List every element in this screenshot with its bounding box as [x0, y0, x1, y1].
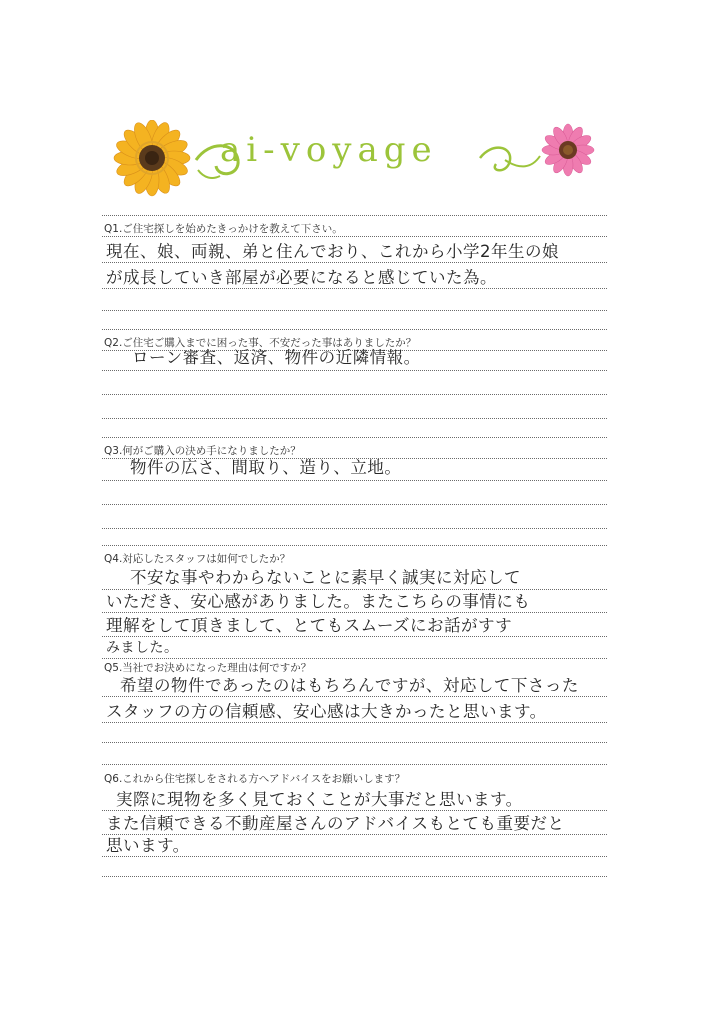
question-label: Q2.ご住宅ご購入までに困った事、不安だった事はありましたか？	[104, 337, 417, 349]
dotted-rule	[102, 764, 607, 765]
dotted-rule	[102, 742, 607, 743]
dotted-rule	[102, 370, 607, 371]
answer-line: 思います。	[106, 836, 190, 855]
answer-line: みました。	[106, 640, 179, 656]
question-label: Q3.何がご購入の決め手になりましたか？	[104, 445, 301, 457]
answer-line: スタッフの方の信頼感、安心感は大きかったと思います。	[106, 702, 547, 721]
dotted-rule	[102, 612, 607, 613]
dotted-rule	[102, 480, 607, 481]
dotted-rule	[102, 545, 607, 546]
answer-line: 不安な事やわからないことに素早く誠実に対応して	[130, 568, 521, 587]
question-label: Q6.これから住宅探しをされる方へアドバイスをお願いします？	[104, 773, 406, 785]
dotted-rule	[102, 722, 607, 723]
answer-line: 実際に現物を多く見ておくことが大事だと思います。	[116, 790, 523, 809]
dotted-rule	[102, 437, 607, 438]
answer-line: また信頼できる不動産屋さんのアドバイスもとても重要だと	[106, 814, 565, 833]
answer-line: いただき、安心感がありました。またこちらの事情にも	[106, 592, 531, 611]
question-label: Q5.当社でお決めになった理由は何ですか？	[104, 662, 312, 674]
answer-line: が成長していき部屋が必要になると感じていた為。	[106, 268, 497, 287]
dotted-rule	[102, 589, 607, 590]
dotted-rule	[102, 834, 607, 835]
answer-line: 物件の広さ、間取り、造り、立地。	[130, 458, 402, 477]
answer-line: 理解をして頂きまして、とてもスムーズにお話がすす	[106, 616, 513, 635]
dotted-rule	[102, 856, 607, 857]
answer-line: 現在、娘、両親、弟と住んでおり、これから小学2年生の娘	[106, 242, 559, 261]
question-label: Q1.ご住宅探しを始めたきっかけを教えて下さい。	[104, 223, 343, 235]
dotted-rule	[102, 236, 607, 237]
brand-logo	[100, 120, 610, 200]
dotted-rule	[102, 288, 607, 289]
dotted-rule	[102, 658, 607, 659]
dotted-rule	[102, 418, 607, 419]
dotted-rule	[102, 528, 607, 529]
answer-line: 希望の物件であったのはもちろんですが、対応して下さった	[120, 676, 579, 695]
dotted-rule	[102, 876, 607, 877]
dotted-rule	[102, 310, 607, 311]
answer-line: ローン審査、返済、物件の近隣情報。	[132, 348, 421, 367]
dotted-rule	[102, 262, 607, 263]
dotted-rule	[102, 810, 607, 811]
question-label: Q4.対応したスタッフは如何でしたか？	[104, 553, 291, 565]
dotted-rule	[102, 394, 607, 395]
brand-name: ai-voyage	[220, 130, 438, 170]
dotted-rule	[102, 696, 607, 697]
dotted-rule	[102, 636, 607, 637]
dotted-rule	[102, 504, 607, 505]
dotted-rule	[102, 329, 607, 330]
dotted-rule	[102, 215, 607, 216]
